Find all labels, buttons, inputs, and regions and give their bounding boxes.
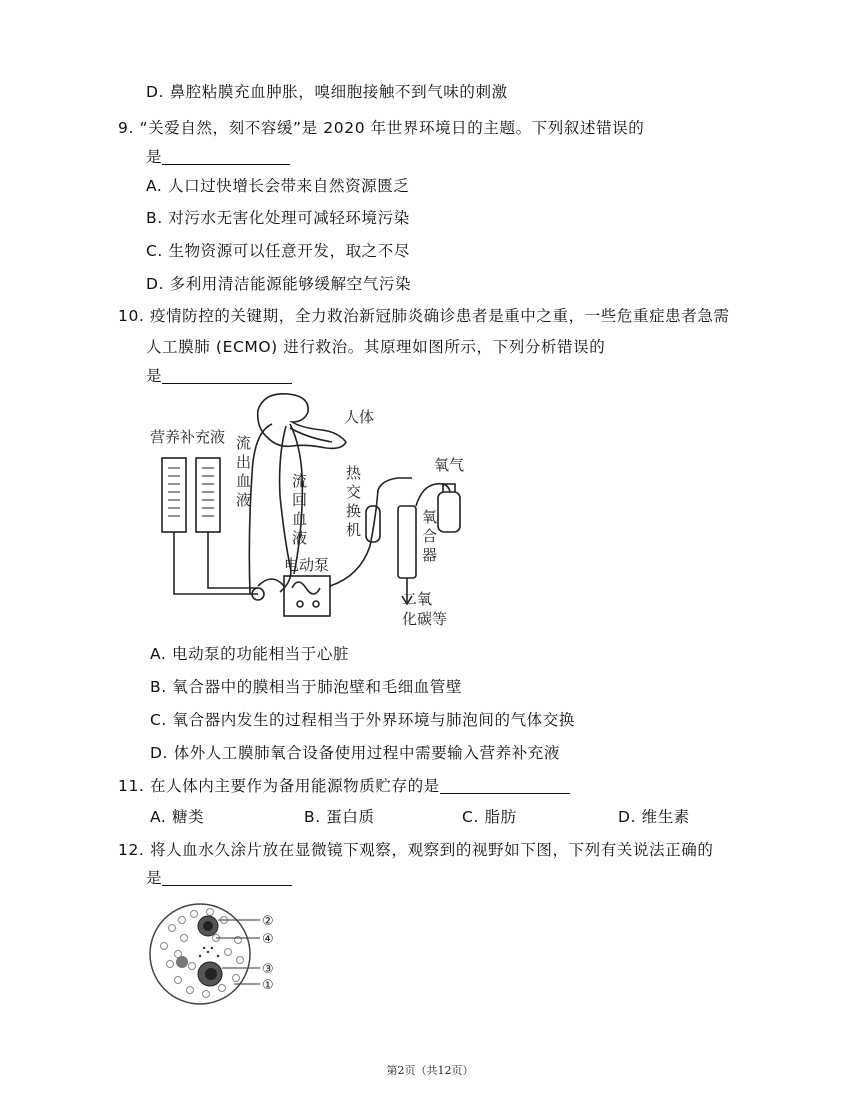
label-oxygenator-1: 氧 xyxy=(422,508,438,526)
label-marker: ④ xyxy=(262,932,274,947)
heat-exchanger xyxy=(366,506,380,542)
q11-stem-text: 11. 在人体内主要作为备用能源物质贮存的是 xyxy=(118,777,440,795)
q10-option-a: A. 电动泵的功能相当于心脏 xyxy=(150,645,350,663)
label-body: 人体 xyxy=(344,408,375,426)
label-outflow-1: 流 xyxy=(236,434,252,452)
q11-option-c: C. 脂肪 xyxy=(462,808,517,826)
label-marker: ② xyxy=(262,914,274,929)
q10-stem-line1: 10. 疫情防控的关键期，全力救治新冠肺炎确诊患者是重中之重，一些危重症患者急需 xyxy=(118,307,730,325)
q11-option-d: D. 维生素 xyxy=(618,808,690,826)
label-outflow-2: 出 xyxy=(236,453,252,471)
q9-stem-line1: 9. “关爱自然，刻不容缓”是 2020 年世界环境日的主题。下列叙述错误的 xyxy=(118,119,645,137)
label-nutrition: 营养补充液 xyxy=(150,428,226,446)
answer-blank xyxy=(162,367,292,384)
answer-blank xyxy=(440,777,570,794)
q10-stem-line2: 人工膜肺 (ECMO) 进行救治。其原理如图所示，下列分析错误的 xyxy=(146,338,606,356)
q10-stem-text: 是 xyxy=(146,367,163,385)
blood-smear-diagram xyxy=(148,898,288,1010)
q12-stem-line2 xyxy=(146,866,292,888)
ecmo-diagram xyxy=(140,388,480,640)
oxygenator xyxy=(398,506,416,578)
pump-box xyxy=(284,576,330,616)
label-outflow-3: 血 xyxy=(236,472,252,490)
label-heat-4: 机 xyxy=(346,521,362,539)
patient-figure xyxy=(258,394,346,449)
label-oxygen: 氧气 xyxy=(434,456,465,474)
label-return-2: 回 xyxy=(292,491,308,509)
q9-option-c: C. 生物资源可以任意开发，取之不尽 xyxy=(146,242,410,260)
q11-option-a: A. 糖类 xyxy=(150,808,205,826)
q12-stem-line1: 12. 将人血水久涂片放在显微镜下观察，观察到的视野如下图，下列有关说法正确的 xyxy=(118,841,714,859)
q12-stem-text: 是 xyxy=(146,869,163,887)
label-co2-1: 二氧 xyxy=(402,590,433,608)
label-oxygenator-3: 器 xyxy=(422,546,438,564)
answer-blank xyxy=(162,869,292,886)
nutrition-bag-right xyxy=(196,458,220,532)
label-heat-3: 换 xyxy=(346,502,362,520)
q10-option-c: C. 氧合器内发生的过程相当于外界环境与肺泡间的气体交换 xyxy=(150,711,575,729)
q10-stem-line3 xyxy=(146,364,292,386)
q9-stem-text: 是 xyxy=(146,148,163,166)
q8-option-d: D. 鼻腔粘膜充血肿胀，嗅细胞接触不到气味的刺激 xyxy=(146,83,508,101)
q10-option-b: B. 氧合器中的膜相当于肺泡壁和毛细血管壁 xyxy=(150,678,463,696)
q10-option-d: D. 体外人工膜肺氧合设备使用过程中需要输入营养补充液 xyxy=(150,744,560,762)
q9-option-d: D. 多利用清洁能源能够缓解空气污染 xyxy=(146,275,412,293)
label-co2-2: 化碳等 xyxy=(402,610,448,628)
label-marker: ③ xyxy=(262,962,274,977)
q9-option-a: A. 人口过快增长会带来自然资源匮乏 xyxy=(146,177,410,195)
label-outflow-4: 液 xyxy=(236,491,252,509)
q11-stem xyxy=(118,774,570,796)
q11-option-b: B. 蛋白质 xyxy=(304,808,375,826)
outflow-tube xyxy=(249,424,272,594)
label-return-3: 血 xyxy=(292,510,308,528)
label-heat-1: 热 xyxy=(346,464,362,482)
label-pump: 电动泵 xyxy=(284,556,330,574)
label-return-4: 液 xyxy=(292,529,308,547)
q9-option-b: B. 对污水无害化处理可减轻环境污染 xyxy=(146,209,410,227)
q9-stem-line2 xyxy=(146,145,290,167)
label-return-1: 流 xyxy=(292,472,308,490)
label-marker: ① xyxy=(262,978,274,993)
page-footer: 第2页（共12页） xyxy=(386,1064,474,1077)
label-oxygenator-2: 合 xyxy=(422,527,438,545)
nutrition-bag-left xyxy=(162,458,186,532)
oxygen-tank xyxy=(438,492,460,532)
label-heat-2: 交 xyxy=(346,483,362,501)
answer-blank xyxy=(162,148,290,165)
